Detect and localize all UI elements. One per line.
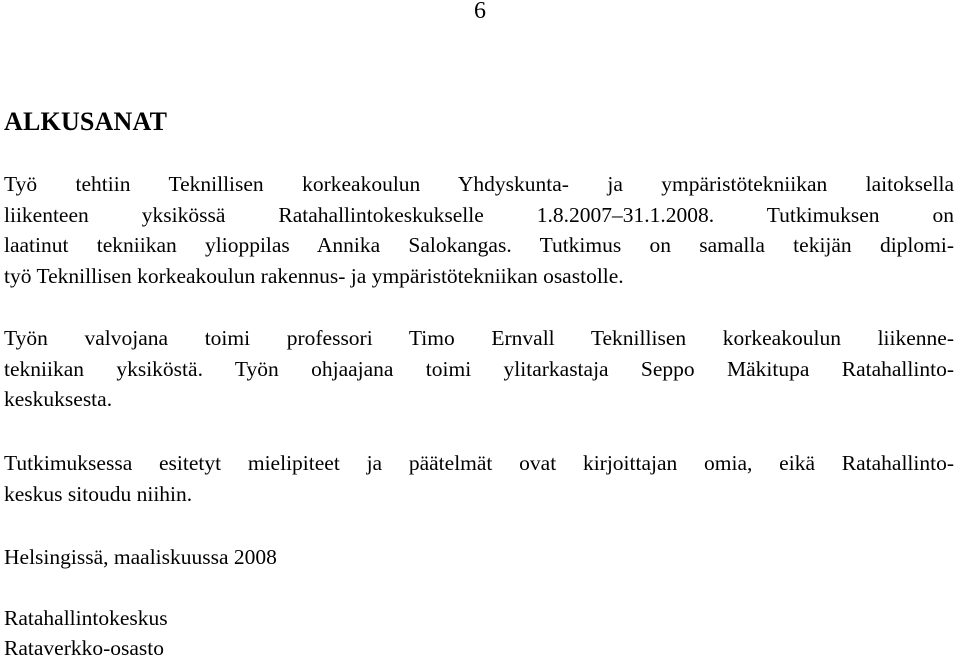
paragraph-line: laatinut tekniikan ylioppilas Annika Salokangas. Tutkimus on samalla tekijän diplomi- [4, 233, 954, 257]
paragraph-line: tekniikan yksiköstä. Työn ohjaajana toimi ylitarkastaja Seppo Mäkitupa Ratahallinto- [4, 356, 954, 381]
paragraph-line: työ Teknillisen korkeakoulun rakennus- ja ympäristötekniikan osastolle. [4, 263, 624, 288]
paragraph-project-info [4, 169, 954, 291]
paragraph-supervisors [4, 323, 954, 415]
paragraph-line: Työn valvojana toimi professori Timo Ernvall Teknillisen korkeakoulun liikenne- [4, 326, 954, 350]
paragraph-line: keskus sitoudu niihin. [4, 481, 193, 506]
paragraph-line: Työ tehtiin Teknillisen korkeakoulun Yhdyskunta- ja ympäristötekniikan laitoksella [4, 172, 954, 196]
section-heading: ALKUSANAT [4, 107, 168, 136]
paragraph-line: Tutkimuksessa esitetyt mielipiteet ja päätelmät ovat kirjoittajan omia, eikä Ratahallinto- [4, 451, 954, 475]
signature-department: Rataverkko-osasto [4, 636, 165, 660]
paragraph-line: keskuksesta. [4, 387, 113, 411]
place-and-date: Helsingissä, maaliskuussa 2008 [4, 545, 277, 569]
paragraph-line: liikenteen yksikössä Ratahallintokeskukselle 1.8.2007–31.1.2008. Tutkimuksen on [4, 202, 954, 227]
paragraph-disclaimer [4, 448, 954, 509]
page-number: 6 [474, 0, 486, 24]
signature-organization: Ratahallintokeskus [4, 606, 168, 630]
